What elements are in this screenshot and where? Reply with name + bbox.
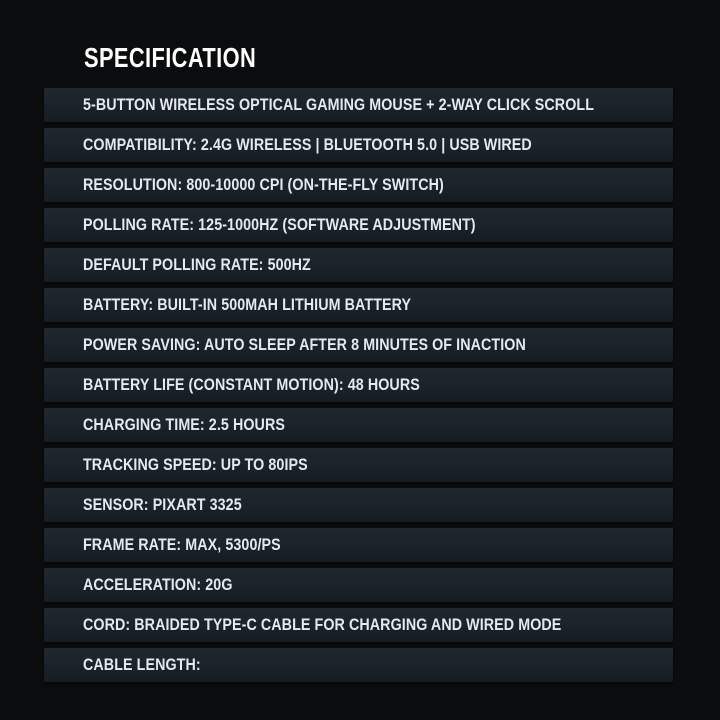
spec-row [44, 488, 673, 522]
spec-row-label: CHARGING TIME: 2.5 HOURS [83, 415, 285, 434]
spec-row [44, 208, 673, 242]
spec-row [44, 368, 673, 402]
spec-row [44, 528, 673, 562]
spec-row-label: CORD: BRAIDED TYPE-C CABLE FOR CHARGING AND WIRED MODE [83, 615, 562, 634]
spec-row-label: POLLING RATE: 125-1000HZ (SOFTWARE ADJUSTMENT) [83, 215, 476, 234]
spec-row [44, 648, 673, 682]
page-title: SPECIFICATION [84, 42, 257, 73]
spec-row-label: TRACKING SPEED: UP TO 80IPS [83, 455, 308, 474]
spec-row [44, 568, 673, 602]
spec-row [44, 608, 673, 642]
spec-row-label: RESOLUTION: 800-10000 CPI (ON-THE-FLY SWITCH) [83, 175, 444, 194]
spec-row-label: 5-BUTTON WIRELESS OPTICAL GAMING MOUSE + 2-WAY CLICK SCROLL [83, 95, 595, 114]
spec-row-label: ACCELERATION: 20G [83, 575, 233, 594]
spec-row-label: POWER SAVING: AUTO SLEEP AFTER 8 MINUTES OF INACTION [83, 335, 526, 354]
spec-row-label: COMPATIBILITY: 2.4G WIRELESS | BLUETOOTH 5.0 | USB WIRED [83, 135, 532, 154]
spec-row [44, 88, 673, 122]
spec-row [44, 328, 673, 362]
spec-row-label: BATTERY LIFE (CONSTANT MOTION): 48 HOURS [83, 375, 420, 394]
spec-row [44, 128, 673, 162]
spec-row [44, 248, 673, 282]
spec-row [44, 288, 673, 322]
spec-list [44, 88, 673, 682]
spec-row-label: BATTERY: BUILT-IN 500MAH LITHIUM BATTERY [83, 295, 412, 314]
spec-row-label: CABLE LENGTH: [83, 655, 201, 674]
spec-row [44, 448, 673, 482]
spec-row [44, 408, 673, 442]
spec-row [44, 168, 673, 202]
spec-row-label: FRAME RATE: MAX, 5300/PS [83, 535, 281, 554]
spec-row-label: SENSOR: PIXART 3325 [83, 495, 242, 514]
spec-row-label: DEFAULT POLLING RATE: 500HZ [83, 255, 311, 274]
